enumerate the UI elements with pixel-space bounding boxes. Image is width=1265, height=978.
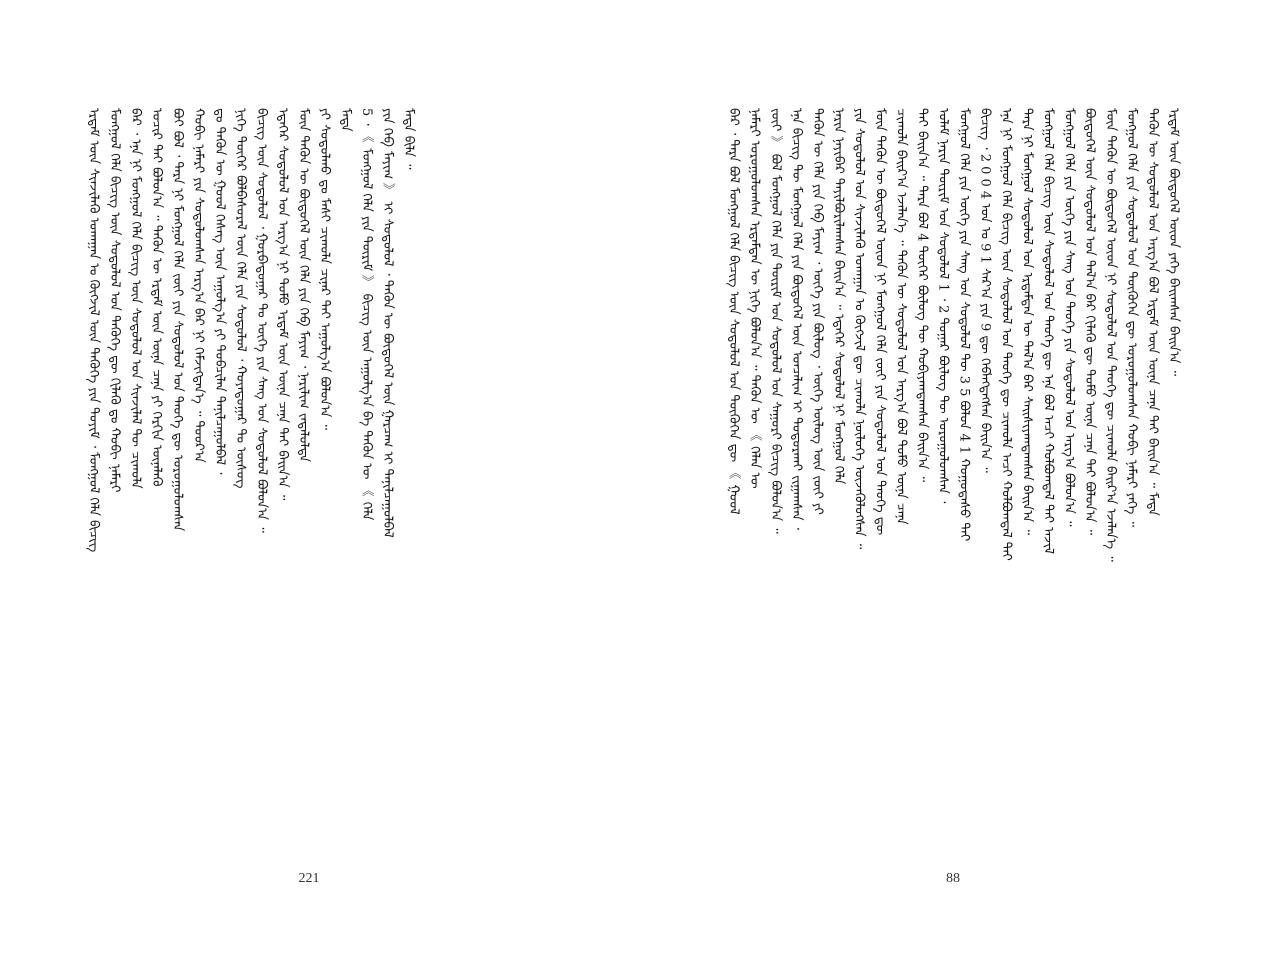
text-column: ᠨᠡᠮᠡᠷᠢ ᠣᠷᠤᠭᠤᠯᠤᠭᠰᠠᠨ ᠡᠷᠳᠡᠮᠲᠡᠨ ᠦ ᠨᠢᠭᠡ ᠪᠣᠯᠤᠨ᠎ᠠ ᠃ ᠲᠡᠭᠦᠨ ᠦ 《 ᠬᠡᠯᠡᠨ ᠦ — [746, 108, 762, 489]
right-page-text-block — [726, 108, 1181, 843]
text-column: ᠤᠴᠢᠷ ᠲᠠᠢ ᠪᠣᠯᠤᠨ᠎ᠠ ᠃ ᠲᠡᠭᠦᠨ ᠦ ᠡᠷᠳᠡᠮ ᠦᠨ ᠦᠨᠡ ᠴᠡᠨᠡ ᠶᠢ ᠬᠡᠷᠬᠢᠨ ᠦᠨᠡᠯᠡᠬᠦ — [149, 108, 164, 487]
text-column: ᠶᠢᠨ ᠬᠡᠪ ᠮᠠᠶᠢᠭ 》 ᠢ ᠰᠤᠳᠤᠯᠤᠯ ᠂ ᠲᠡᠭᠦᠨ ᠦ ᠪᠦᠲᠦᠭᠡᠯ ᠦᠨ ᠭᠠᠷᠴᠠᠭ ᠢ ᠲᠠᠨᠢᠯᠴᠠᠭᠤᠯᠪᠠᠯ — [380, 108, 395, 538]
text-column: ᠡᠷᠳᠡᠮ ᠦᠨ ᠰᠢᠨᠵᠢᠯᠡᠬᠦ ᠤᠬᠠᠭᠠᠨ ᠤ ᠬᠦᠭᠵᠢᠯ ᠦᠨ ᠲᠡᠭᠦᠬᠡ ᠶᠢᠨ ᠲᠣᠶᠢᠮ ᠂ ᠮᠣᠩᠭᠣᠯ ᠬᠡᠯᠡ ᠪᠢᠴᠢᠭ — [86, 108, 101, 553]
text-column: ᠨᠠᠷᠢᠨ ᠨᠠᠶᠢᠪᠠᠷ ᠲᠠᠶᠢᠯᠪᠤᠷᠢᠯᠠᠭᠰᠠᠨ ᠪᠠᠢᠨ᠎ᠠ ᠃ ᠡᠳᠡᠭᠡᠷ ᠰᠤᠳᠤᠯᠤᠯ ᠨᠢ ᠮᠣᠩᠭᠣᠯ ᠬᠡᠯᠡ — [830, 108, 846, 485]
text-column: ᠮᠥᠨ ᠲᠡᠭᠦᠨ ᠦ ᠪᠦᠲᠦᠭᠡᠯ ᠦᠳ ᠨᠢ ᠮᠣᠩᠭᠣᠯ ᠬᠡᠯᠡ ᠵᠦᠢ ᠶᠢᠨ ᠰᠤᠳᠤᠯᠤᠯ ᠤᠨ ᠲᠡᠦᠬᠡ ᠳᠦ — [872, 108, 888, 536]
text-column: ᠬᠤᠪᠢ ᠨᠡᠮᠡᠷᠢ ᠶᠢᠨ ᠰᠤᠳᠤᠯᠤᠭᠰᠠᠨ ᠠᠷᠭ᠎ᠠ ᠪᠠᠷ ᠨᠢ ᠬᠡᠮᠵᠢᠭᠳᠡᠨ᠎ᠡ ᠃ ᠳᠣᠣᠷ᠎ᠠ — [191, 108, 206, 463]
text-column: ᠵᠦᠢ 》 ᠪᠣᠯ ᠮᠣᠩᠭᠣᠯ ᠬᠡᠯᠡ ᠶᠢᠨ ᠳᠦᠷᠢᠮ ᠤᠨ ᠰᠤᠳᠤᠯᠤᠯ ᠤᠨ ᠰᠠᠭᠤᠷᠢ ᠪᠢᠴᠢᠭ ᠪᠣᠯᠤᠨ᠎ᠠ ᠃ — [767, 108, 783, 534]
text-column: ᠪᠠᠷ ᠂ ᠲᠡᠷᠡ ᠪᠣᠯ ᠮᠣᠩᠭᠣᠯ ᠬᠡᠯᠡ ᠪᠢᠴᠢᠭ ᠦᠨ ᠰᠤᠳᠤᠯᠤᠯ ᠤᠨ ᠲᠦᠭᠦᠬᠡᠨ ᠳᠦ 《 ᠭᠣᠣᠯ — [726, 108, 741, 515]
right-page-number: 88 — [946, 871, 960, 886]
text-column: ᠲᠡᠭᠦᠨ ᠦ ᠬᠡᠯᠡ ᠶᠢᠨ ᠬᠡᠪ ᠮᠠᠶᠢᠭ ᠂ ᠦᠭᠡ ᠶᠢᠨ ᠪᠦᠯᠦᠭ ᠂ ᠦᠭᠡ ᠦᠯᠦᠭ ᠦᠨ ᠵᠦᠢ ᠶᠢ — [809, 108, 825, 515]
text-column: ᠶᠢ ᠰᠤᠳᠤᠯᠬᠤ ᠳᠤ ᠮᠠᠰᠢ ᠴᠢᠬᠤᠯᠠ ᠴᠢᠨᠠᠷ ᠲᠠᠢ ᠠᠭᠤᠯᠭ᠎ᠠ ᠪᠣᠯᠤᠨ᠎ᠠ ᠃ — [317, 108, 332, 431]
text-column: ᠪᠦᠲᠦᠭᠡᠯ ᠦᠨ ᠰᠤᠳᠤᠯᠤᠯ ᠤᠨ ᠲᠠᠯ᠎ᠠ ᠪᠠᠷ ᠬᠢᠯᠡᠬᠦ ᠳᠦ ᠲᠣᠮᠣ ᠦᠨᠡ ᠴᠡᠨᠡ ᠲᠠᠢ ᠪᠣᠯᠤᠨ᠎ᠠ ᠃ — [1082, 108, 1098, 536]
left-page-text-block — [86, 108, 542, 843]
text-column: ᠮᠣᠩᠭᠣᠯ ᠬᠡᠯᠡ ᠶᠢᠨ ᠰᠤᠳᠤᠯᠤᠯ ᠤᠨ ᠲᠦᠭᠦᠬᠡᠨ ᠳᠦ ᠣᠷᠤᠭᠤᠯᠤᠭᠰᠠᠨ ᠬᠤᠪᠢ ᠨᠡᠮᠡᠷᠢ ᠶᠡᠬᠡ ᠃ — [1124, 108, 1140, 528]
text-column: ᠮᠣᠩᠭᠣᠯ ᠬᠡᠯᠡ ᠶᠢᠨ ᠦᠭᠡ ᠶᠢᠨ ᠰᠠᠩ ᠤᠨ ᠰᠤᠳᠤᠯᠤᠯ ᠲᠦ 3 5 ᠪᠣᠯᠤᠨ 4 1 ᠬᠤᠭᠤᠳᠠᠰᠤ ᠲᠠᠢ — [956, 108, 972, 542]
right-page — [633, 0, 1265, 978]
text-column: ᠡᠨᠡ ᠨᠢ ᠮᠣᠩᠭᠣᠯ ᠬᠡᠯᠡ ᠪᠢᠴᠢᠭ ᠦᠨ ᠰᠤᠳᠤᠯᠤᠯ ᠤᠨ ᠲᠡᠦᠬᠡ ᠳᠦ ᠴᠢᠬᠤᠯᠠ ᠠᠴᠢ ᠬᠣᠯᠪᠣᠭᠳᠠᠯ ᠲᠠᠢ — [998, 108, 1014, 561]
text-column: ᠴᠢᠬᠤᠯᠠ ᠪᠠᠢᠷ᠎ᠠ ᠡᠵᠡᠯᠡᠨ᠎ᠡ ᠃ ᠲᠡᠭᠦᠨ ᠦ ᠰᠤᠳᠤᠯᠤᠯ ᠤᠨ ᠠᠷᠭ᠎ᠠ ᠪᠣᠯ ᠲᠣᠮᠣ ᠦᠨᠡ ᠴᠡᠨᠡ — [893, 108, 909, 525]
text-column: 5 ᠂ 《 ᠮᠣᠩᠭᠣᠯ ᠬᠡᠯᠡ ᠶᠢᠨ ᠳᠦᠷᠢᠮ 》 ᠪᠢᠴᠢᠭ ᠦᠨ ᠠᠭᠤᠯᠭ᠎ᠠ ᠪᠠ ᠲᠡᠭᠦᠨ ᠦ 《 ᠬᠡᠯᠡ — [359, 108, 374, 521]
text-column: ᠮᠣᠩᠭᠣᠯ ᠬᠡᠯᠡ ᠶᠢᠨ ᠦᠭᠡ ᠶᠢᠨ ᠰᠠᠩ ᠤᠨ ᠲᠡᠦᠬᠡ ᠶᠢᠨ ᠰᠤᠳᠤᠯᠤᠯ ᠤᠨ ᠠᠷᠭ᠎ᠠ ᠪᠣᠯᠤᠨ᠎ᠠ ᠃ — [1061, 108, 1077, 527]
text-column: ᠪᠠᠷ ᠂ ᠡᠨᠡ ᠨᠢ ᠮᠣᠩᠭᠣᠯ ᠬᠡᠯᠡ ᠪᠢᠴᠢᠭ ᠦᠨ ᠰᠤᠳᠤᠯᠤᠯ ᠤᠨ ᠰᠢᠨᠵᠢᠯᠡᠯ ᠲᠦ ᠴᠢᠬᠤᠯᠠ — [128, 108, 143, 489]
text-column: ᠮᠠᠳᠡ ᠪᠢᠯᠡ ᠃ — [401, 108, 416, 170]
text-column: ᠤᠯᠠᠮ ᠨᠠᠷᠢᠨ ᠳᠦᠷᠢᠮ ᠤᠨ ᠰᠤᠳᠤᠯᠤᠯ 1 ᠂ 2 ᠳᠤᠭᠠᠷ ᠪᠦᠯᠦᠭ ᠲᠦ ᠣᠷᠤᠭᠤᠯᠤᠭᠰᠠᠨ ᠂ — [935, 108, 951, 504]
text-column: ᠪᠢᠴᠢᠭ ᠂ 2 0 0 4 ᠣᠨ ᠤ 9 1 ᠰᠠᠷ᠎ᠠ ᠶᠢᠨ 9 ᠳᠦ ᠬᠡᠪᠯᠡᠭᠳᠡᠭᠰᠡᠨ ᠪᠠᠢᠨ᠎ᠠ ᠃ — [977, 108, 993, 473]
text-column: ᠪᠢᠴᠢᠭ ᠦᠨ ᠰᠤᠳᠤᠯᠤᠯ ᠂ ᠭᠤᠷᠪᠠᠳᠤᠭᠠᠷ ᠲᠤ ᠦᠭᠡ ᠶᠢᠨ ᠰᠠᠩ ᠤᠨ ᠰᠤᠳᠤᠯᠤᠯ ᠪᠣᠯᠤᠨ᠎ᠠ ᠃ — [254, 108, 269, 533]
text-column: ᠮᠥᠨ ᠲᠡᠭᠦᠨ ᠦ ᠪᠦᠲᠦᠭᠡᠯ ᠦᠨ ᠬᠡᠯᠡ ᠶᠢᠨ ᠬᠡᠪ ᠮᠠᠶᠢᠭ ᠂ ᠨᠠᠷᠢᠯᠢᠭ ᠵᠠᠳᠠᠯᠤᠯᠲᠠ — [296, 108, 311, 463]
text-column: ᠶᠢᠨ ᠰᠤᠳᠤᠯᠤᠯ ᠤᠨ ᠰᠢᠨᠵᠢᠯᠡᠬᠦ ᠤᠬᠠᠭᠠᠨ ᠤ ᠬᠦᠭᠵᠢᠯ ᠳᠦ ᠴᠢᠬᠤᠯᠠ ᠨᠥᠯᠦᠭᠡ ᠦᠵᠡᠭᠦᠯᠦᠭᠰᠡᠨ ᠃ — [851, 108, 867, 550]
text-column: ᠡᠨᠡ ᠪᠢᠴᠢᠭ ᠲᠦ ᠮᠣᠩᠭᠣᠯ ᠬᠡᠯᠡ ᠶᠢᠨ ᠪᠦᠲᠦᠭᠡᠯ ᠦᠨ ᠣᠨᠴᠠᠯᠢᠭ ᠢ ᠲᠣᠳᠤᠷᠬᠠᠢ ᠵᠢᠭᠠᠭᠰᠠᠨ ᠂ — [788, 108, 804, 530]
text-column: ᠡᠳᠡᠭᠡᠷ ᠰᠤᠳᠤᠯᠤᠯ ᠤᠨ ᠠᠷᠭ᠎ᠠ ᠨᠢ ᠲᠣᠮᠣ ᠡᠷᠳᠡᠮ ᠦᠨ ᠦᠨᠡ ᠴᠡᠨᠡ ᠲᠡᠢ ᠪᠠᠢᠨ᠎ᠠ ᠃ — [275, 108, 290, 501]
text-column: ᠡᠷᠳᠡᠮ ᠦᠨ ᠪᠦᠲᠦᠭᠡᠯ ᠦᠳ ᠶᠡᠬᠡ ᠪᠠᠢᠭᠰᠠᠨ ᠪᠠᠢᠨ᠎ᠠ ᠃ — [1166, 108, 1181, 377]
text-column: ᠳᠤ ᠲᠡᠭᠦᠨ ᠦ ᠭᠣᠣᠯ ᠬᠡᠰᠡᠭ ᠦᠨ ᠠᠭᠤᠯᠭ᠎ᠠ ᠶᠢ ᠲᠣᠪᠴᠢᠯᠠᠨ ᠲᠠᠨᠢᠯᠴᠠᠭᠤᠯᠪᠠᠯ ᠂ — [212, 108, 227, 475]
text-column: ᠮᠠᠳᠡ — [338, 108, 353, 132]
text-column: ᠨᠢᠭᠡ ᠳᠦᠭᠡᠷ ᠪᠣᠯᠪᠠᠰᠤᠷᠠᠯ ᠦᠨ ᠬᠡᠯᠡ ᠶᠢᠨ ᠰᠤᠳᠤᠯᠤᠯ ᠂ ᠬᠣᠶᠠᠳᠤᠭᠠᠷ ᠲᠤ ᠦᠰᠦᠭ — [233, 108, 248, 489]
text-column: ᠮᠥᠨ ᠲᠡᠭᠦᠨ ᠦ ᠪᠦᠲᠦᠭᠡᠯ ᠦᠳ ᠨᠢ ᠰᠤᠳᠤᠯᠤᠯ ᠤᠨ ᠲᠡᠦᠬᠡ ᠳᠦ ᠴᠢᠬᠤᠯᠠ ᠪᠠᠢᠷ᠎ᠠ ᠡᠵᠡᠯᠡᠨ᠎ᠡ ᠃ — [1103, 108, 1119, 562]
text-column: ᠲᠡᠢ ᠪᠠᠢᠨ᠎ᠠ ᠃ ᠲᠡᠷᠡ ᠪᠣᠯ 4 ᠳᠦᠭᠡᠷ ᠪᠦᠯᠦᠭ ᠲᠦ ᠬᠤᠪᠢᠶᠠᠭᠳᠠᠭᠰᠠᠨ ᠪᠠᠢᠨ᠎ᠠ ᠃ — [914, 108, 930, 483]
left-page-number: 221 — [298, 871, 320, 886]
text-column: ᠲᠡᠷᠡ ᠨᠢ ᠮᠣᠩᠭᠣᠯ ᠰᠤᠳᠤᠯᠤᠯ ᠤᠨ ᠡᠷᠳᠡᠮᠲᠡᠨ ᠦ ᠲᠠᠯ᠎ᠠ ᠪᠠᠷ ᠰᠠᠢᠰᠢᠶᠠᠭᠳᠠᠭᠰᠠᠨ ᠪᠠᠢᠨ᠎ᠠ ᠃ — [1019, 108, 1035, 536]
text-column: ᠮᠣᠩᠭᠣᠯ ᠬᠡᠯᠡ ᠪᠢᠴᠢᠭ ᠦᠨ ᠰᠤᠳᠤᠯᠤᠯ ᠤᠨ ᠲᠡᠦᠬᠡ ᠳᠦ ᠡᠨᠡ ᠪᠣᠯ ᠠᠴᠢ ᠬᠣᠯᠪᠣᠭᠳᠠᠯ ᠲᠠᠢ ᠠᠵᠢᠯ — [1040, 108, 1056, 554]
text-column: ᠪᠤᠢ ᠪᠣᠯ ᠂ ᠲᠡᠷᠡ ᠨᠢ ᠮᠣᠩᠭᠣᠯ ᠬᠡᠯᠡ ᠵᠦᠢ ᠶᠢᠨ ᠰᠤᠳᠤᠯᠤᠯ ᠤᠨ ᠲᠡᠦᠬᠡ ᠳᠦ ᠣᠷᠤᠭᠤᠯᠤᠭᠰᠠᠨ — [170, 108, 185, 532]
text-column: ᠲᠡᠭᠦᠨ ᠦ ᠰᠤᠳᠤᠯᠤᠯ ᠤᠨ ᠠᠷᠭ᠎ᠠ ᠪᠣᠯ ᠡᠷᠳᠡᠮ ᠦᠨ ᠦᠨᠡ ᠴᠡᠨᠡ ᠲᠡᠢ ᠪᠠᠢᠨ᠎ᠠ ᠃ ᠮᠡᠳᠡ — [1145, 108, 1161, 516]
text-column: ᠮᠣᠩᠭᠣᠯ ᠬᠡᠯᠡ ᠪᠢᠴᠢᠭ ᠦᠨ ᠰᠤᠳᠤᠯᠤᠯ ᠤᠨ ᠲᠡᠭᠦᠬᠡ ᠳᠦ ᠬᠢᠯᠡᠬᠦ ᠳᠤ ᠬᠤᠪᠢ ᠨᠡᠮᠡᠷᠢ — [107, 108, 122, 493]
left-page — [0, 0, 632, 978]
